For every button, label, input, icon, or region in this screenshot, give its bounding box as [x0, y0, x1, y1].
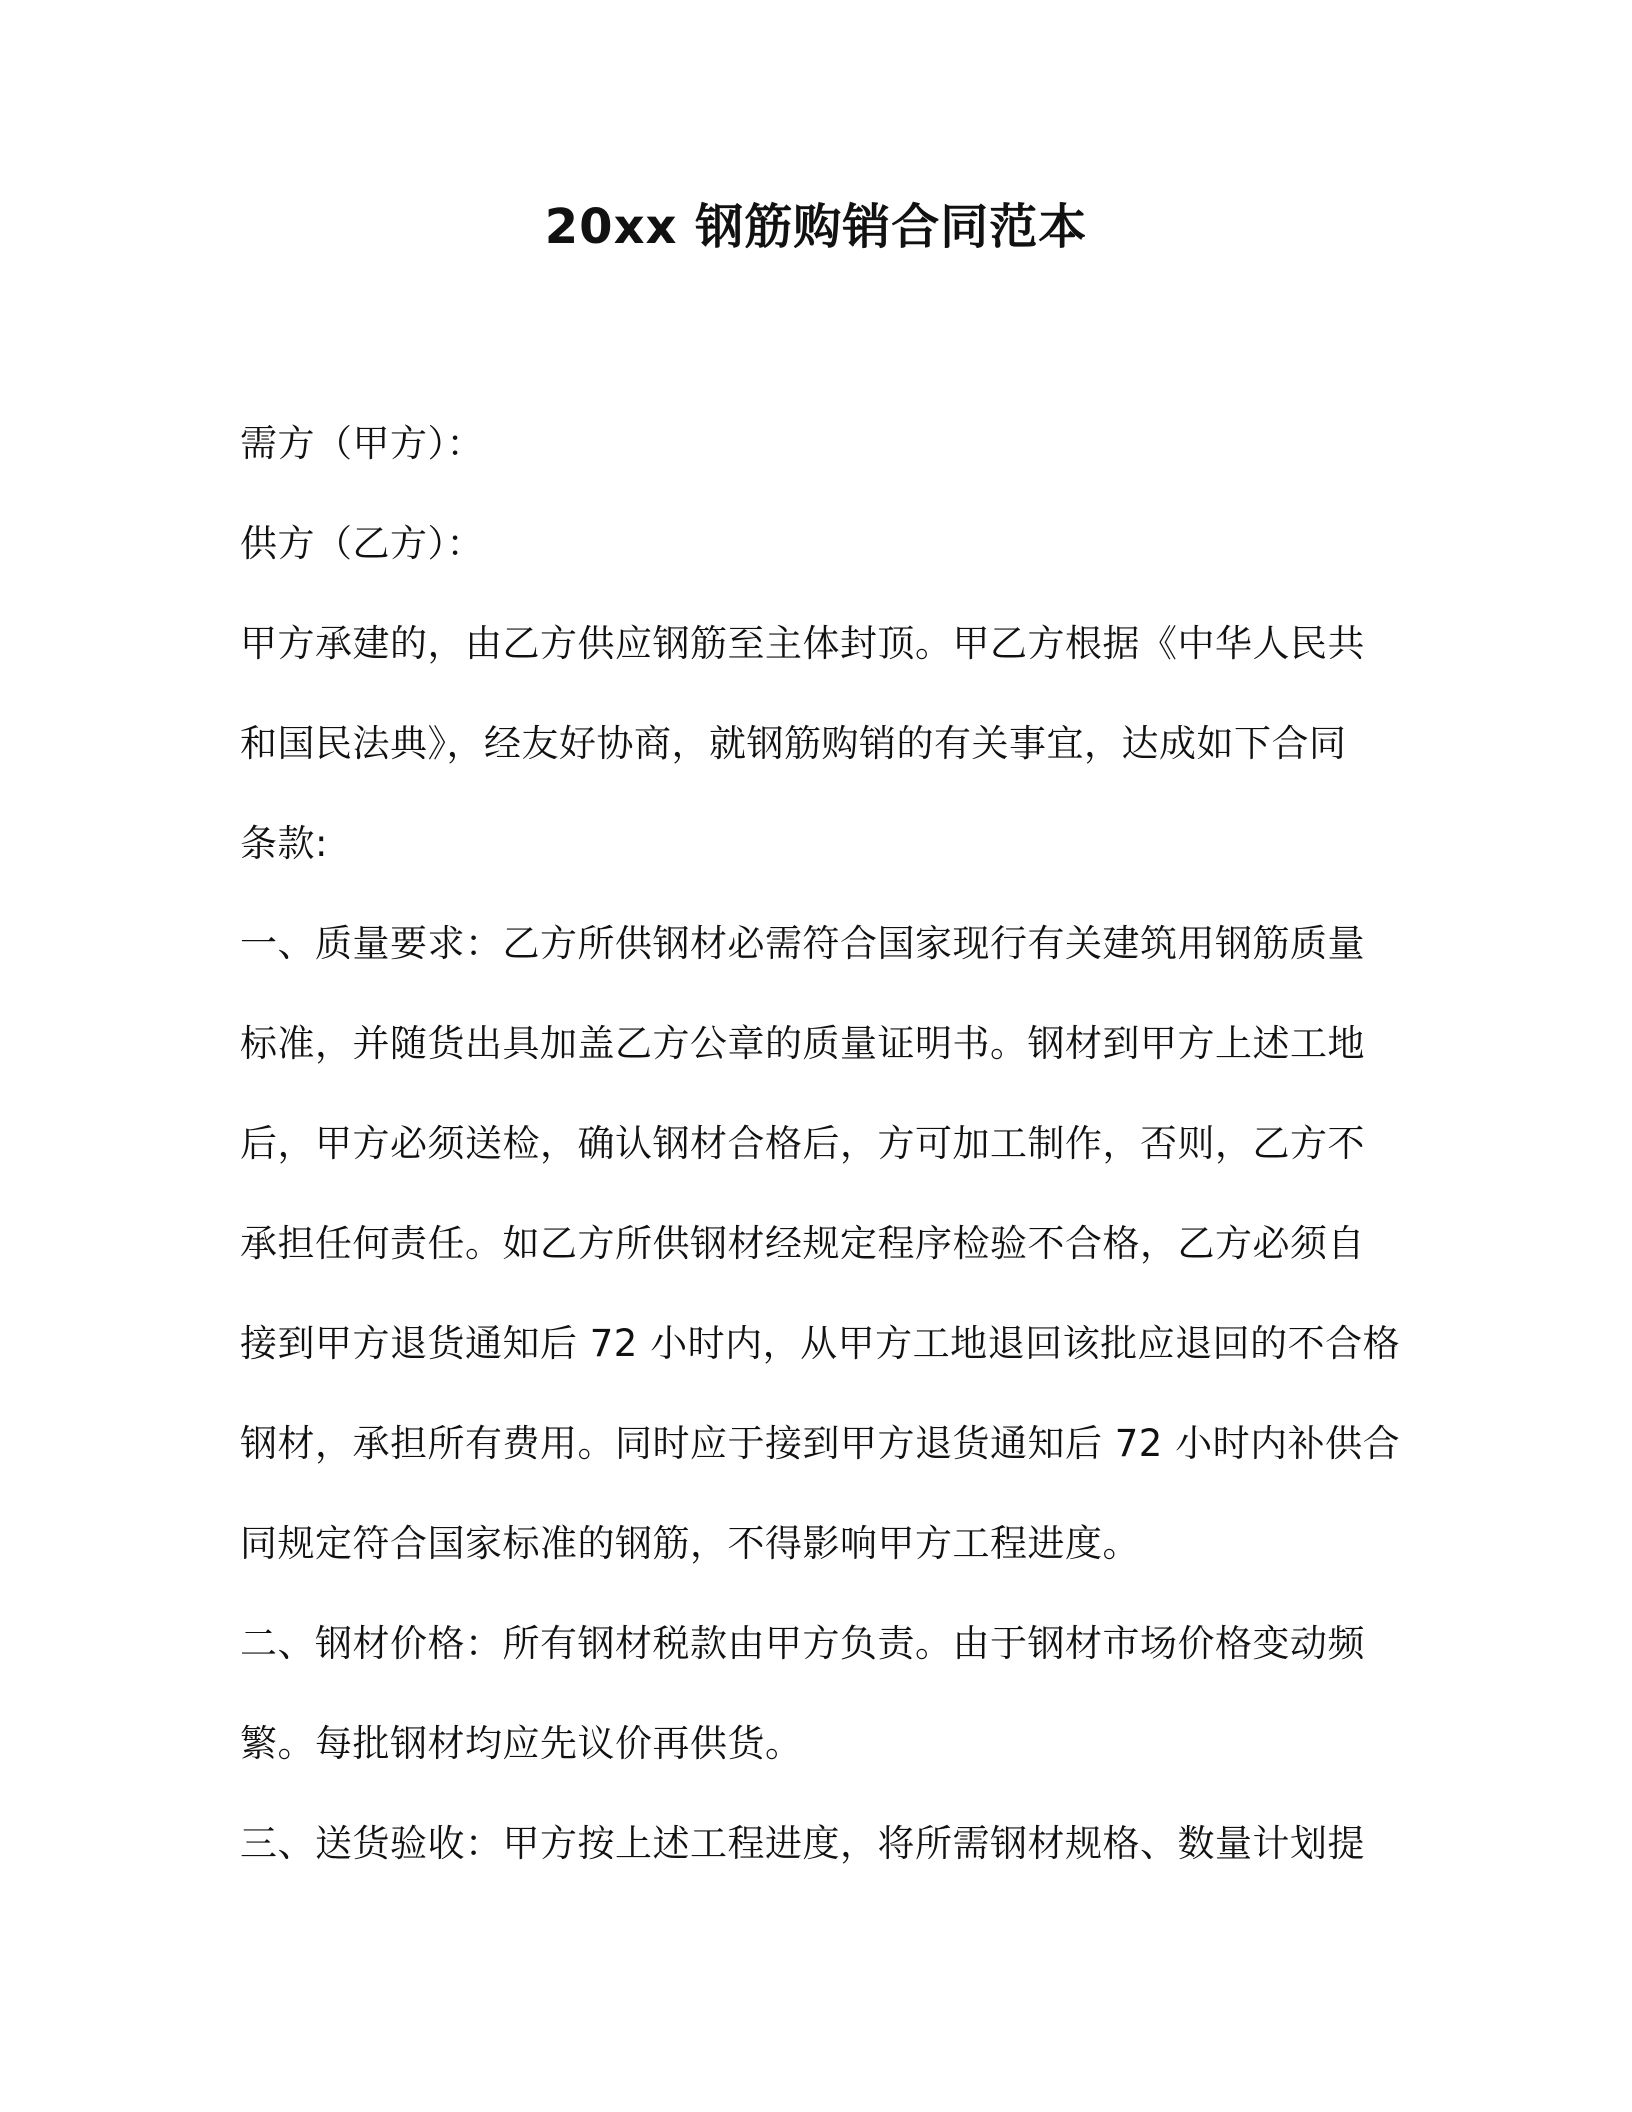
text-line: 承担任何责任。如乙方所供钢材经规定程序检验不合格，乙方必须自	[240, 1222, 1365, 1265]
document-title: 20xx 钢筋购销合同范本	[544, 199, 1088, 255]
text-line-section-2: 二、钢材价格：所有钢材税款由甲方负责。由于钢材市场价格变动频	[240, 1622, 1365, 1665]
text-line: 甲方承建的，由乙方供应钢筋至主体封顶。甲乙方根据《中华人民共	[240, 622, 1365, 665]
text-line-buyer: 需方（甲方）：	[240, 422, 484, 465]
text-line: 后，甲方必须送检，确认钢材合格后，方可加工制作，否则，乙方不	[240, 1122, 1365, 1165]
text-line: 同规定符合国家标准的钢筋，不得影响甲方工程进度。	[240, 1522, 1140, 1565]
text-line-section-3: 三、送货验收：甲方按上述工程进度，将所需钢材规格、数量计划提	[240, 1822, 1365, 1865]
text-line: 钢材，承担所有费用。同时应于接到甲方退货通知后 72 小时内补供合	[240, 1422, 1401, 1465]
text-line-supplier: 供方（乙方）：	[240, 522, 484, 565]
text-line: 标准，并随货出具加盖乙方公章的质量证明书。钢材到甲方上述工地	[240, 1022, 1365, 1065]
text-line: 接到甲方退货通知后 72 小时内，从甲方工地退回该批应退回的不合格	[240, 1322, 1401, 1365]
text-line: 条款:	[240, 822, 328, 865]
text-line-section-1: 一、质量要求：乙方所供钢材必需符合国家现行有关建筑用钢筋质量	[240, 922, 1365, 965]
text-line: 繁。每批钢材均应先议价再供货。	[240, 1722, 803, 1765]
text-line: 和国民法典》，经友好协商，就钢筋购销的有关事宜，达成如下合同	[240, 722, 1347, 765]
